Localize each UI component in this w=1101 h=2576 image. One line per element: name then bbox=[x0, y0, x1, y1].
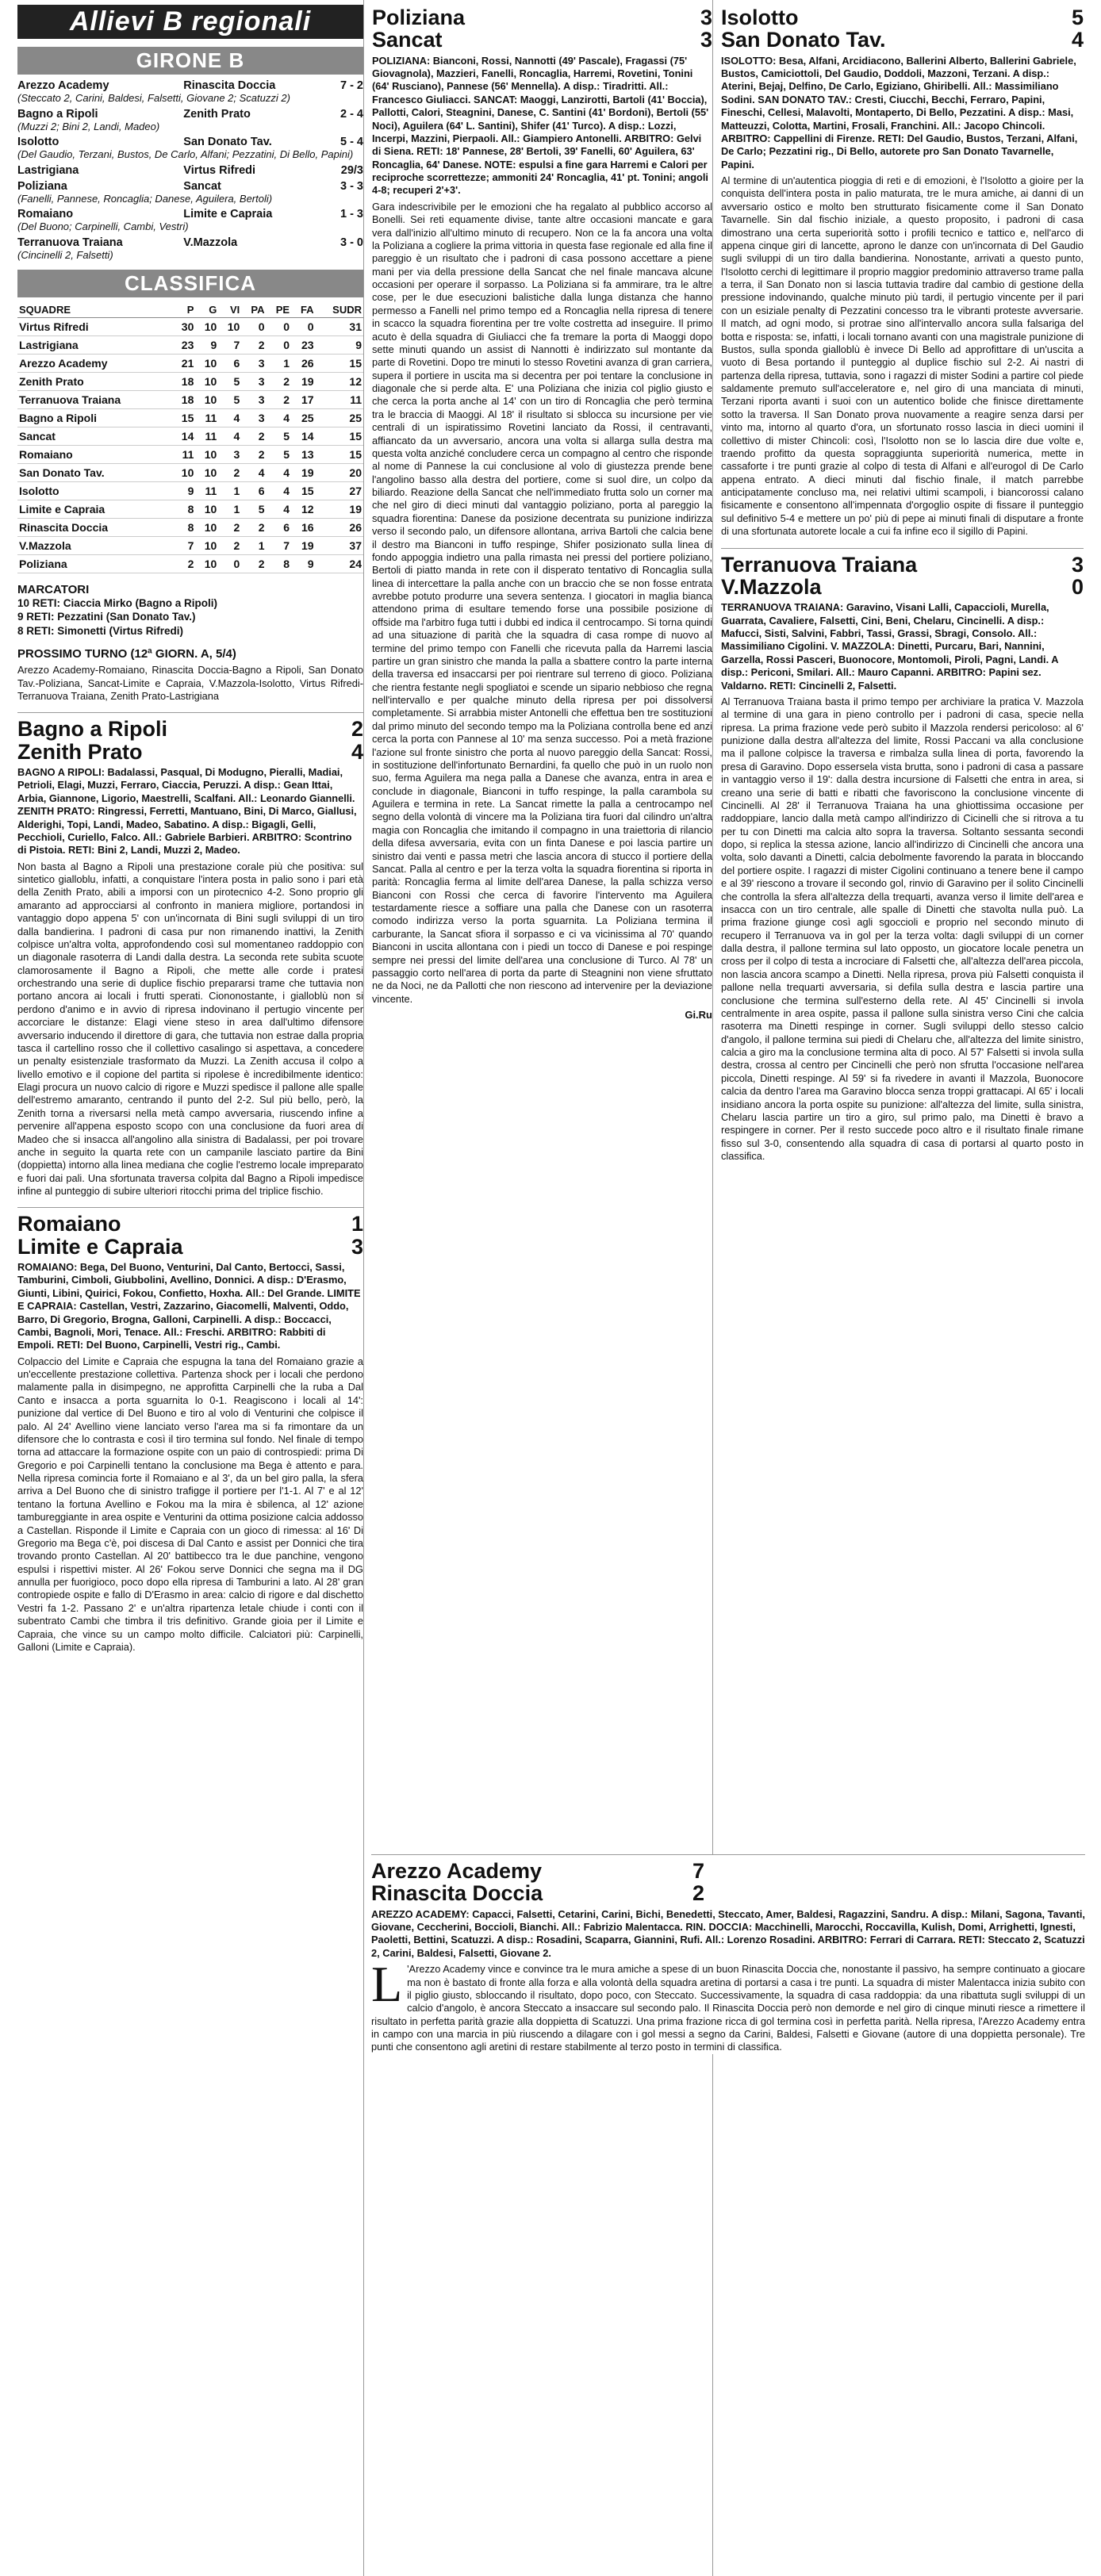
article-terranuova bbox=[721, 554, 1084, 1163]
stat-cell: 3 bbox=[218, 445, 241, 463]
stat-cell: 7 bbox=[267, 536, 292, 554]
stat-cell: 3 bbox=[241, 372, 266, 390]
score: 3 - 3 bbox=[340, 179, 363, 193]
stat-cell: 10 bbox=[195, 445, 218, 463]
scorers-title: MARCATORI bbox=[17, 582, 90, 596]
standings-row bbox=[17, 554, 363, 573]
away-team: Rinascita Doccia bbox=[183, 79, 276, 92]
home-score: 5 bbox=[1071, 6, 1084, 29]
drop-cap: L bbox=[371, 1956, 403, 2013]
team-name: Virtus Rifredi bbox=[17, 317, 172, 335]
score: 7 - 2 bbox=[340, 79, 363, 92]
away-score: 3 bbox=[351, 1234, 363, 1259]
home-team: Arezzo Academy bbox=[371, 1859, 543, 1883]
stat-cell: 31 bbox=[316, 317, 363, 335]
stat-cell: 14 bbox=[291, 427, 316, 445]
stat-cell: 1 bbox=[267, 354, 292, 372]
stat-cell: 11 bbox=[195, 427, 218, 445]
away-team: V.Mazzola bbox=[721, 574, 822, 599]
score: 5 - 4 bbox=[340, 136, 363, 149]
stat-cell: 10 bbox=[195, 354, 218, 372]
next-round-title: PROSSIMO TURNO (12ª GIORN. A, 5/4) bbox=[17, 647, 236, 661]
stat-cell: 11 bbox=[195, 408, 218, 427]
stat-cell: 19 bbox=[291, 536, 316, 554]
away-team: Virtus Rifredi bbox=[183, 163, 256, 177]
stat-cell: 25 bbox=[291, 408, 316, 427]
results-list bbox=[17, 79, 363, 262]
home-score: 3 bbox=[700, 6, 712, 29]
article-lineup: ROMAIANO: Bega, Del Buono, Venturini, Dal Canto, Bertocci, Sassi, Tamburini, Cimboli, Giubbolini, Avellino, Donnici. A disp.: D'Erasmo, Giunti, Libini, Quirici, Fokou, Confietto, Hoxha. All.: Del Grande. LIMITE E CAPRAIA: Castellan, Vestri, Zazzarino, Giacomelli, Malventi, Oddo, Barro, Di Gregorio, Brogna, Galloni, Carpinelli. A disp.: Boccacci, Cambi, Bagnoli, Mori, Tenace. All.: Freschi. ARBITRO: Rabbiti di Empoli. RETI: Del Buono, Carpinelli, Vestri rig., Cambi. bbox=[17, 1261, 361, 1351]
result-scorers: (Del Buono; Carpinelli, Cambi, Vestri) bbox=[17, 220, 189, 233]
standings-row bbox=[17, 445, 363, 463]
stat-cell: 5 bbox=[241, 500, 266, 518]
article-bagno bbox=[17, 718, 363, 1198]
col-header: PA bbox=[241, 302, 266, 318]
away-score: 4 bbox=[351, 739, 363, 764]
result-item bbox=[17, 180, 363, 205]
stat-cell: 5 bbox=[267, 427, 292, 445]
stat-cell: 10 bbox=[195, 317, 218, 335]
away-score: 3 bbox=[700, 28, 712, 52]
result-scorers: (Cincinelli 2, Falsetti) bbox=[17, 248, 113, 261]
stat-cell: 23 bbox=[172, 335, 195, 354]
stat-cell: 4 bbox=[267, 408, 292, 427]
stat-cell: 26 bbox=[291, 354, 316, 372]
result-item bbox=[17, 164, 363, 177]
article-body: Colpaccio del Limite e Capraia che espugna la tana del Romaiano grazie a un'eccellente prestazione collettiva. Partenza shock per i locali che perdono malamente palla in disimpegno, ne approfitta Carpinelli che la ruba a Dal Canto e insacca a porta sguarnita lo 0-1. Reagiscono i locali al 14': punizione dal vertice di Del Buono e tiro al volo di Venturini che colpisce il palo. Al 24' Avellino viene lanciato verso l'area ma si fa rimontare da un difensore che lo contrasta e così il tiro termina sul fondo. Nel finale di tempo torna ad attaccare la formazione ospite con un paio di controspiedi: prima Di Gregorio e poi Carpinelli tentano la conclusione ma Bega è attento e para. Nella ripresa comincia forte il Romaiano e al 3', da un bel giro palla, la sfera arriva a Del Buono che di sinistro trafigge il portiere per l'1-1. Al 7' e al 12' tentano la fortuna Avellino e Fokou ma la mira è sbilenca, al 12' azione tambureggiante in area ospite e Venturini da ottima posizione calcia addosso a Castellan. Risponde il Limite e Capraia con un gioco di rimessa: al 16' Di Gregorio ma Bega c'è, poi discesa di Dal Canto e assist per Donnici che tira trovando pronto Castellan. Al 20' battibecco tra le due panchine, vengono espulsi i rispettivi mister. Al 26' Fokou serve Donnici che segna ma il DG annulla per fuorigioco, poco dopo ella ripresa di Tamburini a lato. Al 28' gran contropiede ospite e fallo di D'Erasmo in area: calcio di rigore e dal dischetto Vestri fa 1-2. Passano 2' e un'altra ripartenza letale chiude i conti con il subentrato Cambi che timbra il tris definitivo. Grande gioia per il Limite e Capraia, che vince su un campo molto difficile. Calciatori più: Carpinelli, Galloni (Limite e Capraia). bbox=[17, 1355, 363, 1653]
stat-cell: 10 bbox=[195, 372, 218, 390]
stat-cell: 12 bbox=[291, 500, 316, 518]
stat-cell: 2 bbox=[241, 554, 266, 573]
article-lineup: TERRANUOVA TRAIANA: Garavino, Visani Lalli, Capaccioli, Murella, Guarrata, Cavaliere, Falsetti, Cini, Beni, Chelaru, Cincinelli. A disp.: Mafucci, Sisti, Salvini, Fabbri, Tassi, Grassi, Sbragi, Consolo. All.: Massimiliano Cigolini. V. MAZZOLA: Dinetti, Purcaru, Bari, Nannini, Garzella, Rossi Pasceri, Buonocore, Montomoli, Piroli, Pagni, Landi. A disp.: Periconi, Smilari. All.: Mauro Capanni. ARBITRO: Papini sez. Valdarno. RETI: Cincinelli 2, Falsetti. bbox=[721, 601, 1058, 692]
stat-cell: 4 bbox=[267, 500, 292, 518]
stat-cell: 13 bbox=[291, 445, 316, 463]
article-romaiano bbox=[17, 1213, 363, 1654]
home-team: Romaiano bbox=[17, 1212, 121, 1236]
team-name: Limite e Capraia bbox=[17, 500, 172, 518]
stat-cell: 17 bbox=[291, 390, 316, 408]
stat-cell: 3 bbox=[241, 408, 266, 427]
home-team: Lastrigiana bbox=[17, 163, 79, 177]
away-team: Limite e Capraia bbox=[183, 208, 273, 221]
home-team: Isolotto bbox=[17, 136, 59, 149]
stat-cell: 2 bbox=[218, 463, 241, 481]
author-signature: Gi.Ru bbox=[685, 1009, 712, 1022]
stat-cell: 2 bbox=[241, 427, 266, 445]
stat-cell: 20 bbox=[316, 463, 363, 481]
stat-cell: 23 bbox=[291, 335, 316, 354]
standings-row bbox=[17, 317, 363, 335]
article-body: Al Terranuova Traiana basta il primo tempo per archiviare la pratica V. Mazzola al termine di una gara in pieno controllo per i padroni di casa, specie nella ripresa. La prima frazione vede però subito il Mazzola rendersi pericoloso: al 6' punizione dalla destra all'altezza del limite, Rossi Paccani va alla conclusione ma il pallone colpisce la traversa e rimbalza sulla linea di porta, favorendo la presa di Garavino. Dopo essersela vista brutta, sono i padroni di casa a passare in vantaggio verso il 19': dalla destra incursione di Falsetti che entra in area, si creano una serie di batti e ribatti che favoriscono la conclusione vincente di Cincinelli. Al 28' il Terranuova Traiana ha una ghiottissima occasione per raddoppiare, lancio dalla metà campo all'indirizzo di Cicinelli che si ritrova a tu per tu con Dinetti ma calcia alto sopra la traversa. Soltanto sessanta secondi dopo, si replica la stessa azione, lancio all'indirizzo di Cincinelli che ancora una volta, solo davanti a Dinetti, calcia debolmente favorendo la parata in bloccando del portiere ospite. I ragazzi di mister Cigolini continuano a tenere bene il campo e al 39' riescono a trovare il secondo gol, rinvio di Garavino per il solito Cincinelli che controlla la sfera all'altezza della trequarti, avanza verso il limite dell'area e insacca con un tiro centrale, alle spalle di Dinetti che stavolta nulla può. La prima frazione giunge così agli sgoccioli e proprio nel secondo minuto di recupero il Terranuova va in gol per la terza volta: dagli sviluppi di un corner dalla destra, il pallone termina sul lato opposto, un giocatore locale penetra un cross per il colpo di testa a incrociare di Falsetti che, all'altezza dell'area piccola, non lascia ancora scampo a Dinetti. Nella ripresa, prova più Falsetti conquista il pallone nella trequarti avversaria, si defila sulla destra e lascia partire una conclusione che termina sull'esterno della rete. Al 45' Cincinelli si invola centralmente in area ospite, passa il pallone sulla sinistra verso Cini che calcia rasoterra ma Dinetti respinge in corner. Sugli sviluppi dello stesso calcio d'angolo, il pallone termina sui piedi di Chelaru che, all'altezza del limite sinistro, calcia a giro ma la conclusione termina alta di poco. Al 57' Falsetti si invola sulla destra, crossa al centro per Cincinelli che però non sfrutta l'occasione nell'area piccola, Dinetti respinge. Al 59' si fa rivedere in avanti il Mazzola, Buonocore calcia da dentro l'area ma Garavino blocca senza troppi grattacapi. Al 65' i locali insidiano ancora la porta ospite su punizione: all'altezza del limite, sulla sinistra, Chelaru lascia partire un tiro a giro, sul primo palo, ma Dinetti è bravo a respingere in corner. Per il resto succede poco altro e il risultato finale rimane fisso sul 3-0, consentendo alla squadra di casa di portarsi al quarto posto in classifica. bbox=[721, 695, 1084, 1162]
section-title: Allievi B regionali bbox=[17, 5, 363, 39]
home-score: 2 bbox=[351, 717, 363, 742]
stat-cell: 8 bbox=[267, 554, 292, 573]
team-name: Sancat bbox=[17, 427, 172, 445]
stat-cell: 10 bbox=[195, 463, 218, 481]
stat-cell: 0 bbox=[218, 554, 241, 573]
team-name: Arezzo Academy bbox=[17, 354, 172, 372]
result-scorers: (Del Gaudio, Terzani, Bustos, De Carlo, Alfani; Pezzatini, Di Bello, Papini) bbox=[17, 148, 354, 161]
stat-cell: 11 bbox=[195, 481, 218, 500]
stat-cell: 5 bbox=[218, 390, 241, 408]
stat-cell: 2 bbox=[241, 335, 266, 354]
stat-cell: 19 bbox=[291, 372, 316, 390]
team-name: Bagno a Ripoli bbox=[17, 408, 172, 427]
team-name: Lastrigiana bbox=[17, 335, 172, 354]
stat-cell: 11 bbox=[172, 445, 195, 463]
stat-cell: 8 bbox=[172, 518, 195, 536]
stat-cell: 1 bbox=[218, 500, 241, 518]
stat-cell: 7 bbox=[172, 536, 195, 554]
standings-header bbox=[17, 302, 363, 318]
article-body: 'Arezzo Academy vince e convince tra le mura amiche a spese di un buon Rinascita Doccia che, nonostante il passivo, ha sempre continuato a giocare ma non è bastato di fronte alla forza e alla volontà della squadra aretina di portarsi a casa i tre punti. La squadra di mister Malentacca inizia subito con il piglio giusto, sbloccando il risultato, dopo poco, con Steccato. Successivamente, la squadra di casa raddoppia: da una ribattuta sugli sviluppi di un calcio d'angolo, è ancora Steccato a insaccare sul secondo palo. Il Rinascita Doccia però non demorde e nel giro di cinque minuti riesce a rimettere il risultato in perfetta parità grazie alla doppietta di Scatuzzi. Una prima frazione ricca di gol termina così in perfetta parità. Nella ripresa, l'Arezzo Academy entra in campo con una marcia in più riuscendo a dilagare con i gol messi a segno da Carini, Baldesi, Falsetti e Giovane (autore di una doppietta personale). Tre punti che consentono agli aretini di restare stabilmente al terzo posto in termini di classifica. bbox=[371, 1963, 1085, 2053]
stat-cell: 19 bbox=[291, 463, 316, 481]
team-name: Poliziana bbox=[17, 554, 172, 573]
home-score: 1 bbox=[351, 1212, 363, 1236]
team-name: San Donato Tav. bbox=[17, 463, 172, 481]
result-scorers: (Steccato 2, Carini, Baldesi, Falsetti, Giovane 2; Scatuzzi 2) bbox=[17, 92, 290, 104]
stat-cell: 18 bbox=[172, 390, 195, 408]
stat-cell: 37 bbox=[316, 536, 363, 554]
standings-row bbox=[17, 481, 363, 500]
result-scorers: (Muzzi 2; Bini 2, Landi, Madeo) bbox=[17, 120, 160, 132]
stat-cell: 10 bbox=[218, 317, 241, 335]
stat-cell: 6 bbox=[218, 354, 241, 372]
away-team: Zenith Prato bbox=[17, 739, 143, 764]
article-body: Al termine di un'autentica pioggia di reti e di emozioni, è l'Isolotto a gioire per la conquista dell'intera posta in palio maturata, tre le mura amiche, ai danni di un avversario ostico e molto ben strutturato fisicamente come il San Donato Tavarnelle. Sin dal fischio iniziale, a questo proposito, i padroni di casa dimostrano una certa superiorità sotto i profili tecnico e tattico e, nell'arco di appena cinque giri di lancette, aprono le danze con un'incornata di Del Gaudio sugli sviluppi di un tiro dalla bandierina. Nonostante, arrivati a questo punto, l'Isolotto cerchi di legittimare il proprio maggior predominio attraverso trame palla a terra, il San Donato non si lascia tuttavia tradire dal cambio di gestione della pressione indovinando, qualche minuto più tardi, il pertugio vincente per il pari con un esiziale penalty di Pezzatini concesso tra le vibranti proteste avversarie. Il match, ad ogni modo, si protrae sino all'intervallo ancora sulla falsariga del botta e risposta: se, infatti, i locali tornano avanti con una magistrale punizione di Bustos, sulla sponda gialloblù è invece Di Bello ad approfittare di un'uscita a vuoto di Besa portando il punteggio al duplice fischio sul 2-2. Ai nastri di partenza della ripresa, tuttavia, sono i ragazzi di mister Sodini a partire col piede saldamente premuto sull'acceleratore e, nel giro di una manciata di minuti, Terzani riporta avanti i suoi con un autentico bolide che finisce direttamente sotto la traversa. Il San Donato prova nuovamente a reagire senza darsi per vinto ma, intorno al quarto d'ora, un sfortunato rosso lascia in dieci uomini il collettivo di mister Chincoli: così, l'Isolotto non se lo lascia dire due volte e, traendo profitto da questa sopraggiunta superiorità numerica, mette in cassaforte i tre punti grazie al colpo di testa di Alfani e all'eurogol di De Carlo appena entrato. A dieci minuti dal fischio finale, il match parrebbe anticipatamente concluso ma, nei relativi ultimi scampoli, i biancorossi calano fisicamente e consentono all'impennata d'orgoglio ospite di fissare il punteggio sul definitivo 5-4 e mettere un po' più di pepe ai minuti finali di disputare a fronte di una sfortunata autorete locale a cui fa infine eco il sigillo di Papini. bbox=[721, 174, 1084, 538]
team-name: Isolotto bbox=[17, 481, 172, 500]
away-score: 0 bbox=[1071, 574, 1084, 599]
stat-cell: 2 bbox=[218, 536, 241, 554]
standings-row bbox=[17, 408, 363, 427]
away-team: Rinascita Doccia bbox=[371, 1881, 543, 1906]
stat-cell: 6 bbox=[267, 518, 292, 536]
article-lineup: BAGNO A RIPOLI: Badalassi, Pasqual, Di Modugno, Pieralli, Madiai, Petrioli, Elagi, Muzzi, Ferraro, Ciaccia, Peruzzi. A disp.: Gean Ittai, Arbia, Giannone, Ligorio, Maestrelli, Scalfani. All.: Leonardo Giannelli. ZENITH PRATO: Ringressi, Ferretti, Mantuano, Bini, Di Marco, Giallusi, Alderighi, Topi, Landi, Madeo, Sabatino. A disp.: Bigagli, Gelli, Pecchioli, Curiello, Falco. All.: Gabriele Barbieri. ARBITRO: Scontrino di Pistoia. RETI: Bini 2, Landi, Muzzi 2, Madeo. bbox=[17, 766, 357, 857]
stat-cell: 7 bbox=[218, 335, 241, 354]
home-score: 3 bbox=[1071, 552, 1084, 577]
column-right bbox=[712, 0, 1084, 2576]
away-score: 2 bbox=[692, 1881, 704, 1906]
stat-cell: 2 bbox=[267, 372, 292, 390]
score: 1 - 3 bbox=[340, 208, 363, 221]
stat-cell: 0 bbox=[267, 317, 292, 335]
stat-cell: 5 bbox=[267, 445, 292, 463]
article-isolotto bbox=[721, 6, 1084, 539]
stat-cell: 0 bbox=[291, 317, 316, 335]
stat-cell: 1 bbox=[241, 536, 266, 554]
stat-cell: 4 bbox=[241, 463, 266, 481]
article-lineup: ISOLOTTO: Besa, Alfani, Arcidiacono, Ballerini Alberto, Ballerini Gabriele, Bustos, Camiciottoli, Del Gaudio, Doddoli, Mazzoni, Terzani. A disp.: Aterini, Bejaj, Delfino, De Carlo, Egiziano, Ghiribelli. All.: Massimiliano Sodini. SAN DONATO TAV.: Cresti, Ciucchi, Becchi, Ferraro, Papini, Fineschi, Cellesi, Malavolti, Montaperto, Di Bello, Pezzatini. A disp.: Masi, Matteuzzi, Colotta, Martini, Frosali, Franchini. All.: Jacopo Chincoli. ARBITRO: Cappellini di Firenze. RETI: Del Gaudio, Bustos, Terzani, Alfani, De Carlo; Pezzatini rig., Di Bello, autorete pro San Donato Tavarnelle, Papini. bbox=[721, 54, 1078, 171]
stat-cell: 6 bbox=[241, 481, 266, 500]
group-title: GIRONE B bbox=[17, 47, 363, 75]
score: 3 - 0 bbox=[340, 236, 363, 249]
home-team: Arezzo Academy bbox=[17, 79, 109, 92]
stat-cell: 9 bbox=[316, 335, 363, 354]
article-body: Gara indescrivibile per le emozioni che ha regalato al pubblico accorso al Bonelli. Sei reti equamente divise, tante altre occasioni mancate e gara vera dall'inizio all'ultimo minuto di recupero. Non ce la fa ancora una volta la Poliziana a cogliere la prima vittoria in questa fase regionale ed alla fine il pareggio è un risultato che i padroni di casa possono accettare a piene mani per via della pressione della Sancat che nel finale mancava alcune occasioni per operare il sorpasso. La Poliziana si fa ammirare, tra le altre cose, per le due esecuzioni balistiche dalla lunga distanza che hanno permesso a Fanelli nel primo tempo ed a Roncaglia nella ripresa di tenere in scacco la squadra fiorentina per tre volte costretta ad inseguire. Il primo acuto è della squadra di Giuliacci che fa tremare la porta di Maoggi dopo sette minuti quando un assist di Nannotti è indirizzato sul montante da parte di Rovetini. Dopo tre minuti lo stesso Rovetini avanza di gran carriera, supera il portiere in uscita ma si decentra per poi tentare la conclusione in diagonale che si perde alta. E' una Poliziana che inizia col piglio giusto e che cerca la porta anche al 14' con un tiro di Roncaglia che però termina tra le braccia di Maoggi. Al 18' il risultato si sblocca su incursione per vie centrali di un ispiratissimo Rovetini lanciato da Rossi, il centravanti, affiancato da un avversario, ancora una volta si allarga sulla destra ma questa volta anziché concludere cerca un compagno al centro che risponde al nome di Pannese la cui conclusione al volo di giustezza prende bene l'angolino basso alla destra del portiere, come si suol dire, un colpo da biliardo. Reazione della Sancat che nell'immediato frutta solo un corner ma che nel giro di dieci minuti dal vantaggio poliziano, porta al pareggio la squadra fiorentina: Danese da posizione decentrata su punizione indirizza verso il secondo palo, un difensore allontana, arriva Bartoli che calcia bene il destro ma Bianconi in tuffo respinge, Shifer posizionato sulla linea di fondo appoggia indietro una palla rimasta nei pressi del portiere poliziano, Bertoli di piatto manda in rete con il disperato tentativo di Roncaglia sulla linea di intercettare la palla anche con un braccio che se non fosse entrata avrebbe potuto produrre una severa sentenza. I giocatori in maglia bianca attendono prima di esultare temendo forse una possibile posizione di offside ma l'arbitro fuga tutti i dubbi ed indica il centrocampo. Si torna quindi ad una situazione di parità che la squadra di casa rompe di nuovo al termine del primo tempo con Fanelli che ricevuta palla da Harremi lascia partire un gran sinistro che manda la palla a sbattere contro la parte interna della traversa ed insaccarsi per poi rientrare sul terreno di gioco. Poliziana che rientra festante negli spogliatoi e scende un sipario nebbioso che regna nell'intervallo e per qualche minuto della ripresa per poi dissolversi completamente. Si arrabbia mister Antonelli che effettua ben tre sostituzioni dal primo minuto del secondo tempo ma la Poliziana controlla bene ed anzi cerca la porta con Pannese al 10' ma senza successo. Poi a metà frazione l'azione sul fronte sinistro che porta al nuovo pareggio della Sancat: Rossi, in sostituzione dell'infortunato Bernardini, fa quello che può in un ruolo non suo, ferma Aguilera ma nega palla a Danese che avanza, entra in area e conclude in diagonale, Bianconi in tuffo respinge, la palla carambola su Aguilera e termina in rete. La Sancat rimette la palla a centrocampo nel segno della volontà di vincere ma la Poliziana tira fuori dal cilindro un'altra magia con Roncaglia che imitando il compagno in una traiettoria di rilancio della difesa avversaria, evita con un finta Danese e poi lascia partire un sinistro dai venti e passa metri che lascia ancora di stucco il portiere della Sancat. Palla al centro e per la terza volta la squadra fiorentina si riporta in parità: Roncaglia ferma al limite dell'area Danese, la palla schizza verso Bianconi con Rossi che cerca di favorire l'intervento ma Aguilera testardamente riesce a soffiare una palla che Danese con un rasoterra comodo indirizza verso la porta sguarnita. La Poliziana termina il carburante, la Sancat sfiora il sorpasso e ci va vicinissima al 70' quando Bianconi in uscita allontana con i piedi un tocco di Danese e poi respinge sempre nei pressi del limite dell'area una conclusione di Turco. Al 78' un passaggio corto nell'area di porta da parte di Steagnini non viene sfruttato ne da Noci, ne da Pallotti che non riescono ad intervenire per la deviazione vincente. bbox=[372, 200, 712, 1005]
standings-table bbox=[17, 302, 363, 573]
away-team: San Donato Tav. bbox=[721, 28, 886, 52]
standings-row bbox=[17, 354, 363, 372]
stat-cell: 5 bbox=[218, 372, 241, 390]
scorer-line: 9 RETI: Pezzatini (San Donato Tav.) bbox=[17, 611, 196, 623]
standings-row bbox=[17, 463, 363, 481]
home-team: Isolotto bbox=[721, 6, 799, 29]
stat-cell: 26 bbox=[316, 518, 363, 536]
home-team: Poliziana bbox=[17, 179, 67, 193]
stat-cell: 24 bbox=[316, 554, 363, 573]
home-team: Terranuova Traiana bbox=[17, 236, 123, 249]
stat-cell: 0 bbox=[241, 317, 266, 335]
column-middle bbox=[363, 0, 712, 2576]
home-team: Bagno a Ripoli bbox=[17, 107, 98, 121]
stat-cell: 3 bbox=[241, 354, 266, 372]
stat-cell: 25 bbox=[316, 408, 363, 427]
result-item bbox=[17, 236, 363, 262]
standings-row bbox=[17, 427, 363, 445]
stat-cell: 10 bbox=[195, 554, 218, 573]
result-item bbox=[17, 79, 363, 105]
standings-row bbox=[17, 518, 363, 536]
result-item bbox=[17, 136, 363, 161]
standings-row bbox=[17, 335, 363, 354]
score: 2 - 4 bbox=[340, 107, 363, 121]
article-body-wrap bbox=[371, 1956, 1085, 2054]
standings-row bbox=[17, 536, 363, 554]
stat-cell: 2 bbox=[218, 518, 241, 536]
stat-cell: 12 bbox=[316, 372, 363, 390]
team-name: Romaiano bbox=[17, 445, 172, 463]
stat-cell: 4 bbox=[218, 408, 241, 427]
stat-cell: 2 bbox=[241, 445, 266, 463]
next-round-text: Arezzo Academy-Romaiano, Rinascita Doccia-Bagno a Ripoli, San Donato Tav.-Poliziana, Sancat-Limite e Capraia, V.Mazzola-Isolotto, Virtus Rifredi-Terranuova Traiana, Zenith Prato-Lastrigiana bbox=[17, 664, 363, 702]
away-score: 4 bbox=[1071, 28, 1084, 52]
col-header: G bbox=[195, 302, 218, 318]
away-team: Sancat bbox=[183, 179, 221, 193]
article-lineup: POLIZIANA: Bianconi, Rossi, Nannotti (49' Pascale), Fragassi (75' Giovagnola), Mazzieri, Fanelli, Roncaglia, Harremi, Rovetini, Tonini (64' Rusciano), Pannese (56' Mennella). A disp.: Tiradritti. All.: Francesco Giuliacci. SANCAT: Maoggi, Lanzirotti, Bartoli (41' Boccia), Pallotti, Calori, Steagnini, Danese, C. Santini (41' Bordoni), Bertoli (55' Noci), Aguilera (64' L. Santini), Shifer (41' Turco). A disp.: Lozzi, Incerpi, Mazzini, Pierpaoli. All.: Giampiero Antonelli. ARBITRO: Gelvi di Siena. RETI: 18' Pannese, 28' Bertoli, 39' Fanelli, 60' Aguilera, 63' Roncaglia, 64' Danese. NOTE: espulsi a fine gara Harremi e Calori per reciproche scorrettezze; ammoniti 24' Roncaglia, 41' pt. Tonini; angoli 4-8; recuperi 2'+3'. bbox=[372, 54, 709, 197]
standings-row bbox=[17, 372, 363, 390]
stat-cell: 4 bbox=[267, 481, 292, 500]
stat-cell: 9 bbox=[291, 554, 316, 573]
result-item bbox=[17, 208, 363, 233]
stat-cell: 15 bbox=[316, 354, 363, 372]
stat-cell: 15 bbox=[316, 445, 363, 463]
team-name: Zenith Prato bbox=[17, 372, 172, 390]
away-team: V.Mazzola bbox=[183, 236, 238, 249]
stat-cell: 30 bbox=[172, 317, 195, 335]
stat-cell: 9 bbox=[195, 335, 218, 354]
standings-body bbox=[17, 317, 363, 573]
away-team: Zenith Prato bbox=[183, 107, 251, 121]
stat-cell: 16 bbox=[291, 518, 316, 536]
article-body: Non basta al Bagno a Ripoli una prestazione corale più che positiva: sul sintetico gialloblu, infatti, a conquistare l'intera posta in palio sono i pari età della Zenith Prato, abili a imporsi con un pirotecnico 4-2. Sono proprio gli amaranto ad approcciarsi al confronto in maniera migliore, portandosi in vantaggio dopo appena 5' con un'incornata di Bini sugli sviluppi di un tiro dalla bandierina. I padroni di casa pur non rimanendo inattivi, la Zenith colpisce un'altra volta, approfondendo così sul momentaneo raddoppio con un diagonale rasoterra di Landi dalla destra. La seconda rete subìta scuote clamorosamente il Bagno a Ripoli, che mette alle corde i pratesi orchestrando una serie di duplice fischio prepararsi trame che tuttavia non portano ancora ai locali i frutti sperati. Ciononostante, i gialloblù non si perdono d'animo e in avvio di ripresa indovinano il pertugio vincente per accorciare le distanze: Elagi viene steso in area dall'ultimo difensore avversario inducendo il direttore di gara, che tuttavia non estrae dalla propria tasca il cartellino rosso che il collettivo casalingo si aspettava, a concedere un penalty esistenziale trasformato da Muzzi. La Zenith accusa il colpo a livello emotivo e il copione del partita si ripolese è incredibilmente identico: Elagi procura un nuovo calcio di rigore e Muzzi spedisce il pallone alle spalle dell'estremo amaranto, centrando il punto del 2-2. Sul più bello, però, la Zenith torna a riversarsi nella metà campo avversaria, riuscendo infine a pervenire all'appena esposto scopo con una conclusione da fuori area di Madeo che si insacca all'angolino alla sinistra di Badalassi, per poi trovare anche in seguito la quarta rete con un campanile lasciato partire da Bini (doppietta) intorno alla linea mediana che coglie l'estremo locale impreparato e fuori dai pali. Una sfortunata traversa colpita dal Bagno a Ripoli impedisce infine al punteggio di subire ulteriori ritocchi prima del triplice fischio. bbox=[17, 860, 363, 1198]
stat-cell: 2 bbox=[172, 554, 195, 573]
standings-title: CLASSIFICA bbox=[17, 270, 363, 297]
standings-row bbox=[17, 390, 363, 408]
team-name: V.Mazzola bbox=[17, 536, 172, 554]
stat-cell: 21 bbox=[172, 354, 195, 372]
stat-cell: 15 bbox=[172, 408, 195, 427]
stat-cell: 27 bbox=[316, 481, 363, 500]
home-team: Poliziana bbox=[372, 6, 466, 29]
home-score: 7 bbox=[692, 1859, 704, 1883]
col-header: SQUADRE bbox=[17, 302, 172, 318]
score: 29/3 bbox=[340, 163, 363, 177]
stat-cell: 4 bbox=[267, 463, 292, 481]
stat-cell: 8 bbox=[172, 500, 195, 518]
stat-cell: 1 bbox=[218, 481, 241, 500]
home-team: Terranuova Traiana bbox=[721, 552, 918, 577]
scorer-line: 10 RETI: Ciaccia Mirko (Bagno a Ripoli) bbox=[17, 596, 218, 609]
team-name: Terranuova Traiana bbox=[17, 390, 172, 408]
col-header: P bbox=[172, 302, 195, 318]
stat-cell: 11 bbox=[316, 390, 363, 408]
away-team: Limite e Capraia bbox=[17, 1234, 183, 1259]
col-header: PE bbox=[267, 302, 292, 318]
stat-cell: 19 bbox=[316, 500, 363, 518]
stat-cell: 4 bbox=[218, 427, 241, 445]
stat-cell: 10 bbox=[195, 518, 218, 536]
article-lineup: AREZZO ACADEMY: Capacci, Falsetti, Cetarini, Carini, Bichi, Benedetti, Steccato, Amer, Baldesi, Ragazzini, Sandru. A disp.: Milani, Sagona, Tavanti, Giovane, Ceccherini, Boccioli, Bianchi. All.: Fabrizio Malentacca. RIN. DOCCIA: Macchinelli, Marocchi, Roccavilla, Kulish, Domi, Arrighetti, Ignesti, Paoletti, Bettini, Scatuzzi. A disp.: Rosadini, Scaparra, Giannini, Rufi. All.: Lorenzo Rosadini. ARBITRO: Ferrari di Carrara. RETI: Steccato 2, Scatuzzi 2, Carini, Baldesi, Falsetti, Giovane 2. bbox=[371, 1907, 1085, 1959]
stat-cell: 3 bbox=[241, 390, 266, 408]
stat-cell: 9 bbox=[172, 481, 195, 500]
stat-cell: 14 bbox=[172, 427, 195, 445]
article-poliziana bbox=[372, 6, 712, 1021]
home-team: Romaiano bbox=[17, 208, 74, 221]
result-scorers: (Fanelli, Pannese, Roncaglia; Danese, Aguilera, Bertoli) bbox=[17, 192, 273, 205]
stat-cell: 18 bbox=[172, 372, 195, 390]
article-arezzo bbox=[371, 1854, 1085, 2054]
result-item bbox=[17, 108, 363, 133]
stat-cell: 10 bbox=[195, 500, 218, 518]
col-header: VI bbox=[218, 302, 241, 318]
stat-cell: 15 bbox=[316, 427, 363, 445]
stat-cell: 0 bbox=[267, 335, 292, 354]
stat-cell: 2 bbox=[241, 518, 266, 536]
col-header: FA bbox=[291, 302, 316, 318]
column-left bbox=[17, 0, 363, 2576]
standings-row bbox=[17, 500, 363, 518]
stat-cell: 10 bbox=[195, 390, 218, 408]
scorer-line: 8 RETI: Simonetti (Virtus Rifredi) bbox=[17, 624, 184, 637]
stat-cell: 10 bbox=[195, 536, 218, 554]
team-name: Rinascita Doccia bbox=[17, 518, 172, 536]
home-team: Bagno a Ripoli bbox=[17, 717, 167, 742]
col-header: SUDR bbox=[316, 302, 363, 318]
away-team: San Donato Tav. bbox=[183, 136, 272, 149]
stat-cell: 2 bbox=[267, 390, 292, 408]
stat-cell: 15 bbox=[291, 481, 316, 500]
away-team: Sancat bbox=[372, 28, 443, 52]
stat-cell: 10 bbox=[172, 463, 195, 481]
